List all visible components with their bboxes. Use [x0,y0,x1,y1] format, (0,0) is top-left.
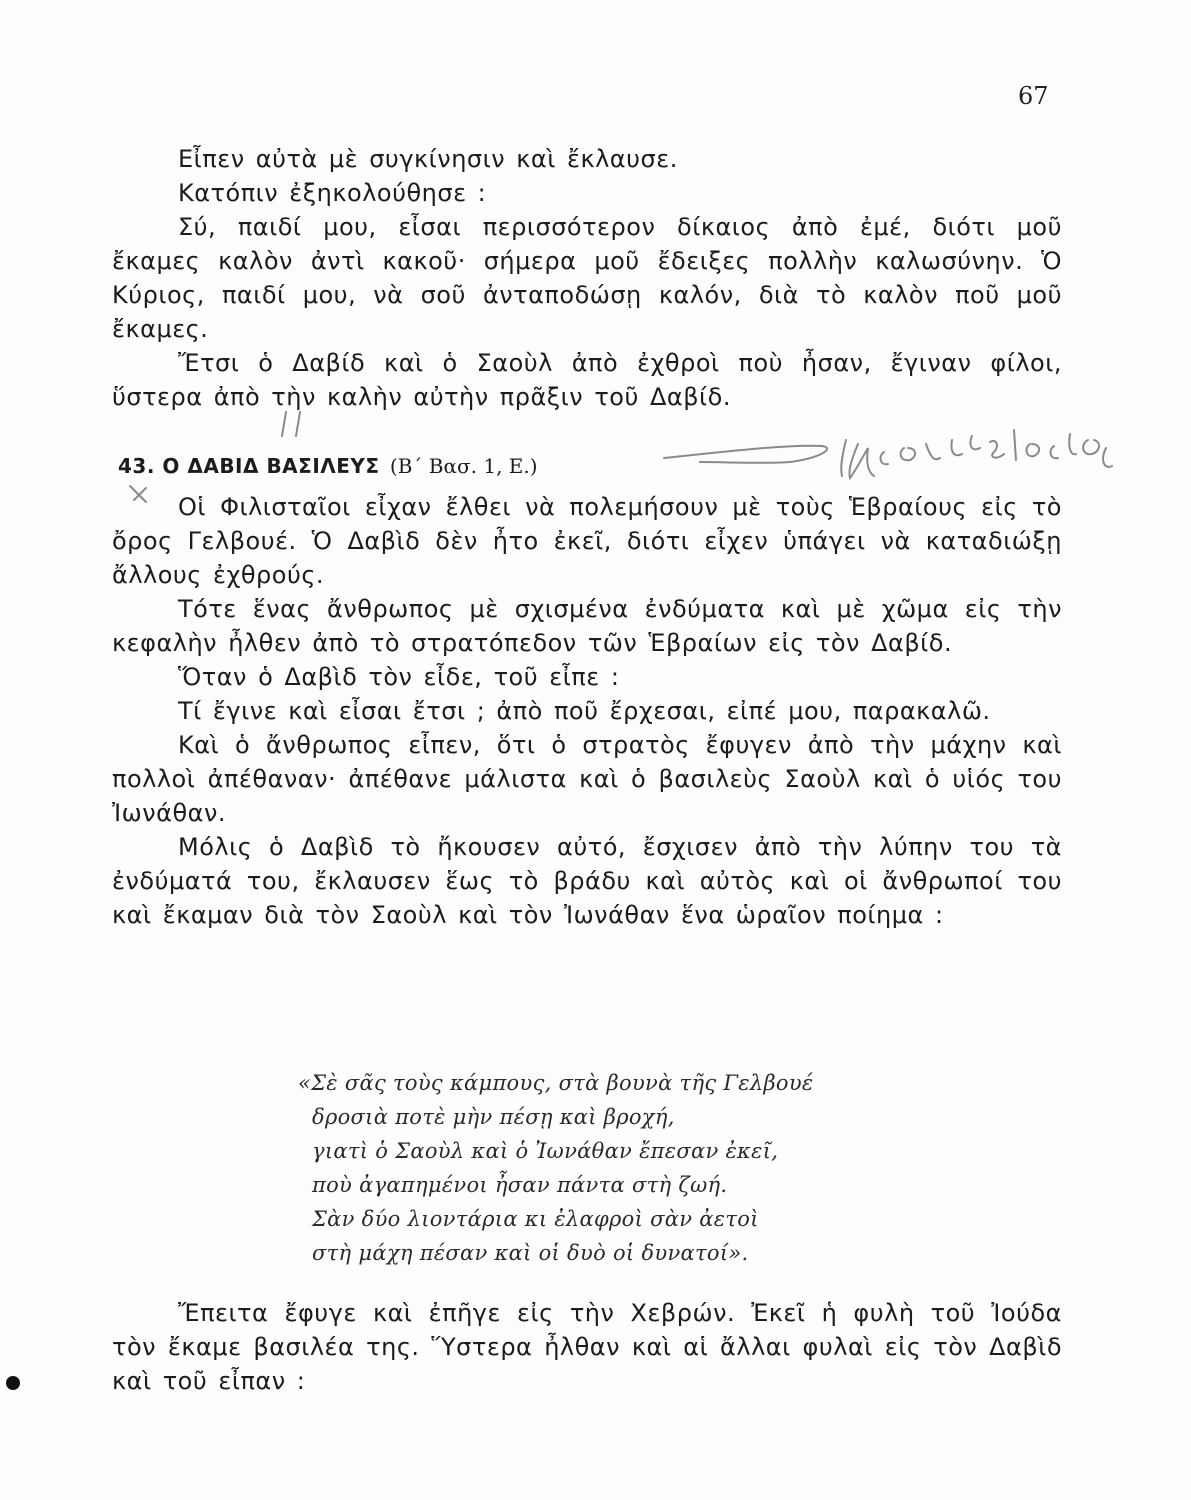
paragraph: Τότε ἕνας ἄνθρωπος μὲ σχισμένα ἐνδύματα καὶ μὲ χῶμα εἰς τὴν κεφαλὴν ἦλθεν ἀπὸ τὸ στρατόπεδον τῶν Ἑβραίων εἰς τὸν Δαβίδ. [112,595,1062,657]
poem-line: στὴ μάχη πέσαν καὶ οἱ δυὸ οἱ δυνατοί». [312,1241,749,1265]
poem-block [298,1066,998,1270]
poem-line: Σὰν δύο λιοντάρια κι ἐλαφροὶ σὰν ἀετοὶ [312,1207,759,1231]
poem-line: γιατὶ ὁ Σαοὺλ καὶ ὁ Ἰωνάθαν ἔπεσαν ἐκεῖ, [312,1139,779,1163]
pencil-tick-marks [282,412,300,436]
pencil-scribble [841,430,1112,478]
paragraph: Τί ἔγινε καὶ εἶσαι ἔτσι ; ἀπὸ ποῦ ἔρχεσαι, εἰπέ μου, παρακαλῶ. [178,697,991,725]
poem-line: «Σὲ σᾶς τοὺς κάμπους, στὰ βουνὰ τῆς Γελβουέ [298,1071,814,1095]
section-title: 43. Ο ΔΑΒΙΔ ΒΑΣΙΛΕΥΣ [118,454,380,478]
paragraph: Κατόπιν ἐξηκολούθησε : [178,179,487,207]
text-block-top [112,142,1062,414]
paragraph: Εἶπεν αὐτὰ μὲ συγκίνησιν καὶ ἔκλαυσε. [178,145,678,173]
paragraph: Καὶ ὁ ἄνθρωπος εἶπεν, ὅτι ὁ στρατὸς ἔφυγεν ἀπὸ τὴν μάχην καὶ πολλοὶ ἀπέθαναν· ἀπέθανε μάλιστα καὶ ὁ βασιλεὺς Σαοὺλ καὶ ὁ υἱός του Ἰωνάθαν. [112,731,1062,827]
text-block-bottom [112,1296,1062,1398]
paragraph: Ἔτσι ὁ Δαβίδ καὶ ὁ Σαοὺλ ἀπὸ ἐχθροὶ ποὺ ἦσαν, ἔγιναν φίλοι, ὕστερα ἀπὸ τὴν καλὴν αὐτὴν πρᾶξιν τοῦ Δαβίδ. [112,349,1062,411]
poem-line: ποὺ ἀγαπημένοι ἦσαν πάντα στὴ ζωή. [312,1173,728,1197]
text-block-middle [112,490,1062,932]
section-heading [118,454,538,478]
paragraph: Ὅταν ὁ Δαβὶδ τὸν εἶδε, τοῦ εἶπε : [178,663,620,691]
paragraph: Οἱ Φιλισταῖοι εἶχαν ἔλθει νὰ πολεμήσουν μὲ τοὺς Ἑβραίους εἰς τὸ ὄρος Γελβουέ. Ὁ Δαβὶδ δὲν ἦτο ἐκεῖ, διότι εἶχεν ὑπάγει νὰ καταδιώξῃ ἄλλους ἐχθρούς. [112,493,1062,589]
paragraph: Σύ, παιδί μου, εἶσαι περισσότερον δίκαιος ἀπὸ ἐμέ, διότι μοῦ ἔκαμες καλὸν ἀντὶ κακοῦ· σήμερα μοῦ ἔδειξες πολλὴν καλωσύνην. Ὁ Κύριος, παιδί μου, νὰ σοῦ ἀνταποδώσῃ καλόν, διὰ τὸ καλὸν ποῦ μοῦ ἔκαμες. [112,213,1062,343]
paragraph: Ἔπειτα ἔφυγε καὶ ἐπῆγε εἰς τὴν Χεβρών. Ἐκεῖ ἡ φυλὴ τοῦ Ἰούδα τὸν ἔκαμε βασιλέα της. Ὕστερα ἦλθαν καὶ αἱ ἄλλαι φυλαὶ εἰς τὸν Δαβὶδ καὶ τοῦ εἶπαν : [112,1299,1062,1395]
pencil-underline-stroke [664,446,827,463]
section-reference: (Β΄ Βασ. 1, Ε.) [389,454,538,478]
paragraph: Μόλις ὁ Δαβὶδ τὸ ἤκουσεν αὐτό, ἔσχισεν ἀπὸ τὴν λύπην του τὰ ἐνδύματά του, ἔκλαυσεν ἕως τὸ βράδυ καὶ αὐτὸς καὶ οἱ ἄνθρωποί του καὶ ἔκαμαν διὰ τὸν Σαοὺλ καὶ τὸν Ἰωνάθαν ἕνα ὡραῖον ποίημα : [112,833,1062,929]
page-number: 67 [1018,82,1049,110]
poem-line: δροσιὰ ποτὲ μὴν πέσῃ καὶ βροχή, [312,1105,675,1129]
ink-speck [6,1376,20,1390]
